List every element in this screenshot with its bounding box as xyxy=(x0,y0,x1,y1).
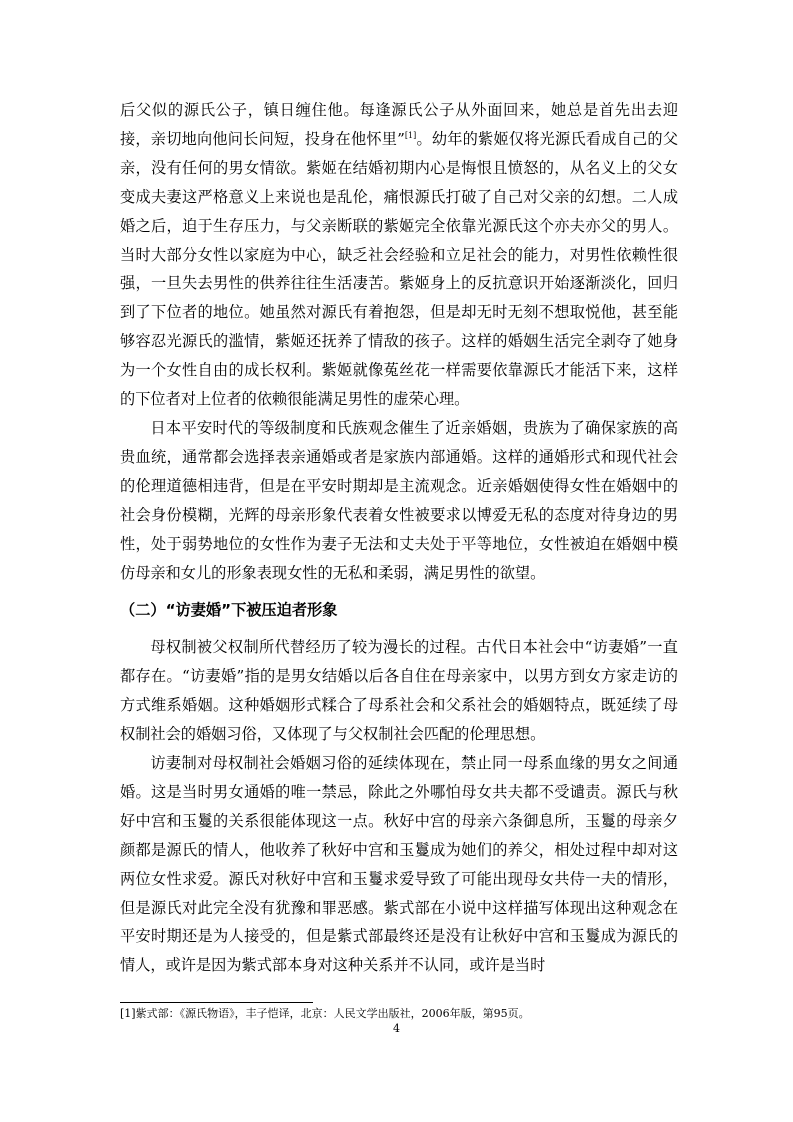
footnote: [1]紫式部：《源氏物语》，丰子恺译，北京：人民文学出版社，2006年版，第95页。 xyxy=(120,1007,530,1020)
body-text xyxy=(120,96,678,980)
footnote-divider xyxy=(120,1002,313,1003)
paragraph-2: 日本平安时代的等级制度和氏族观念催生了近亲婚姻，贵族为了确保家族的高贵血统，通常都会选择表亲通婚或者是家族内部通婚。这样的通婚形式和现代社会的伦理道德相违背，但是在平安时期却是主流观念。近亲婚姻使得女性在婚姻中的社会身份模糊，光辉的母亲形象代表着女性被要求以博爱无私的态度对待身边的男性，处于弱势地位的女性作为妻子无法和丈夫处于平等地位，女性被迫在婚姻中模仿母亲和女儿的形象表现女性的无私和柔弱，满足男性的欲望。 xyxy=(120,418,678,582)
paragraph-1-text-a: 后父似的源氏公子，镇日缠住他。每逢源氏公子从外面回来，她总是首先出去迎接，亲切地向他问长问短，投身在他怀里” xyxy=(120,101,678,148)
page-number: 4 xyxy=(393,1022,400,1035)
paragraph-1-text-b: 。幼年的紫姬仅将光源氏看成自己的父亲，没有任何的男女情欲。紫姬在结婚初期内心是悔恨且愤怒的，从名义上的父女变成夫妻这严格意义上来说也是乱伦，痛恨源氏打破了自己对父亲的幻想。二人成婚之后，迫于生存压力，与父亲断联的紫姬完全依靠光源氏这个亦夫亦父的男人。当时大部分女性以家庭为中心，缺乏社会经验和立足社会的能力，对男性依赖性很强，一旦失去男性的供养往往生活凄苦。紫姬身上的反抗意识开始逐渐淡化，回归到了下位者的地位。她虽然对源氏有着抱怨，但是却无时无刻不想取悦他，甚至能够容忍光源氏的滥情，紫姬还抚养了情敌的孩子。这样的婚姻生活完全剥夺了她身为一个女性自由的成长权利。紫姬就像菟丝花一样需要依靠源氏才能活下来，这样的下位者对上位者的依赖很能满足男性的虚荣心理。 xyxy=(120,129,679,409)
paragraph-1 xyxy=(120,96,678,414)
paragraph-3: 母权制被父权制所代替经历了较为漫长的过程。古代日本社会中“访妻婚”一直都存在。“访妻婚”指的是男女结婚以后各自住在母亲家中，以男方到女方家走访的方式维系婚姻。这种婚姻形式糅合了母系社会和父系社会的婚姻特点，既延续了母权制社会的婚姻习俗，又体现了与父权制社会匹配的伦理思想。 xyxy=(120,638,678,744)
section-heading: （二）“访妻婚”下被压迫者形象 xyxy=(120,601,338,620)
footnote-reference[interactable]: [1] xyxy=(404,130,417,140)
paragraph-4: 访妻制对母权制社会婚姻习俗的延续体现在，禁止同一母系血缘的男女之间通婚。这是当时男女通婚的唯一禁忌，除此之外哪怕母女共夫都不受谴责。源氏与秋好中宫和玉鬘的关系很能体现这一点。秋好中宫的母亲六条御息所，玉鬘的母亲夕颜都是源氏的情人，他收养了秋好中宫和玉鬘成为她们的养父，相处过程中却对这两位女性求爱。源氏对秋好中宫和玉鬘求爱导致了可能出现母女共侍一夫的情形，但是源氏对此完全没有犹豫和罪恶感。紫式部在小说中这样描写体现出这种观念在平安时期还是为人接受的，但是紫式部最终还是没有让秋好中宫和玉鬘成为源氏的情人，或许是因为紫式部本身对这种关系并不认同，或许是当时 xyxy=(120,754,678,975)
